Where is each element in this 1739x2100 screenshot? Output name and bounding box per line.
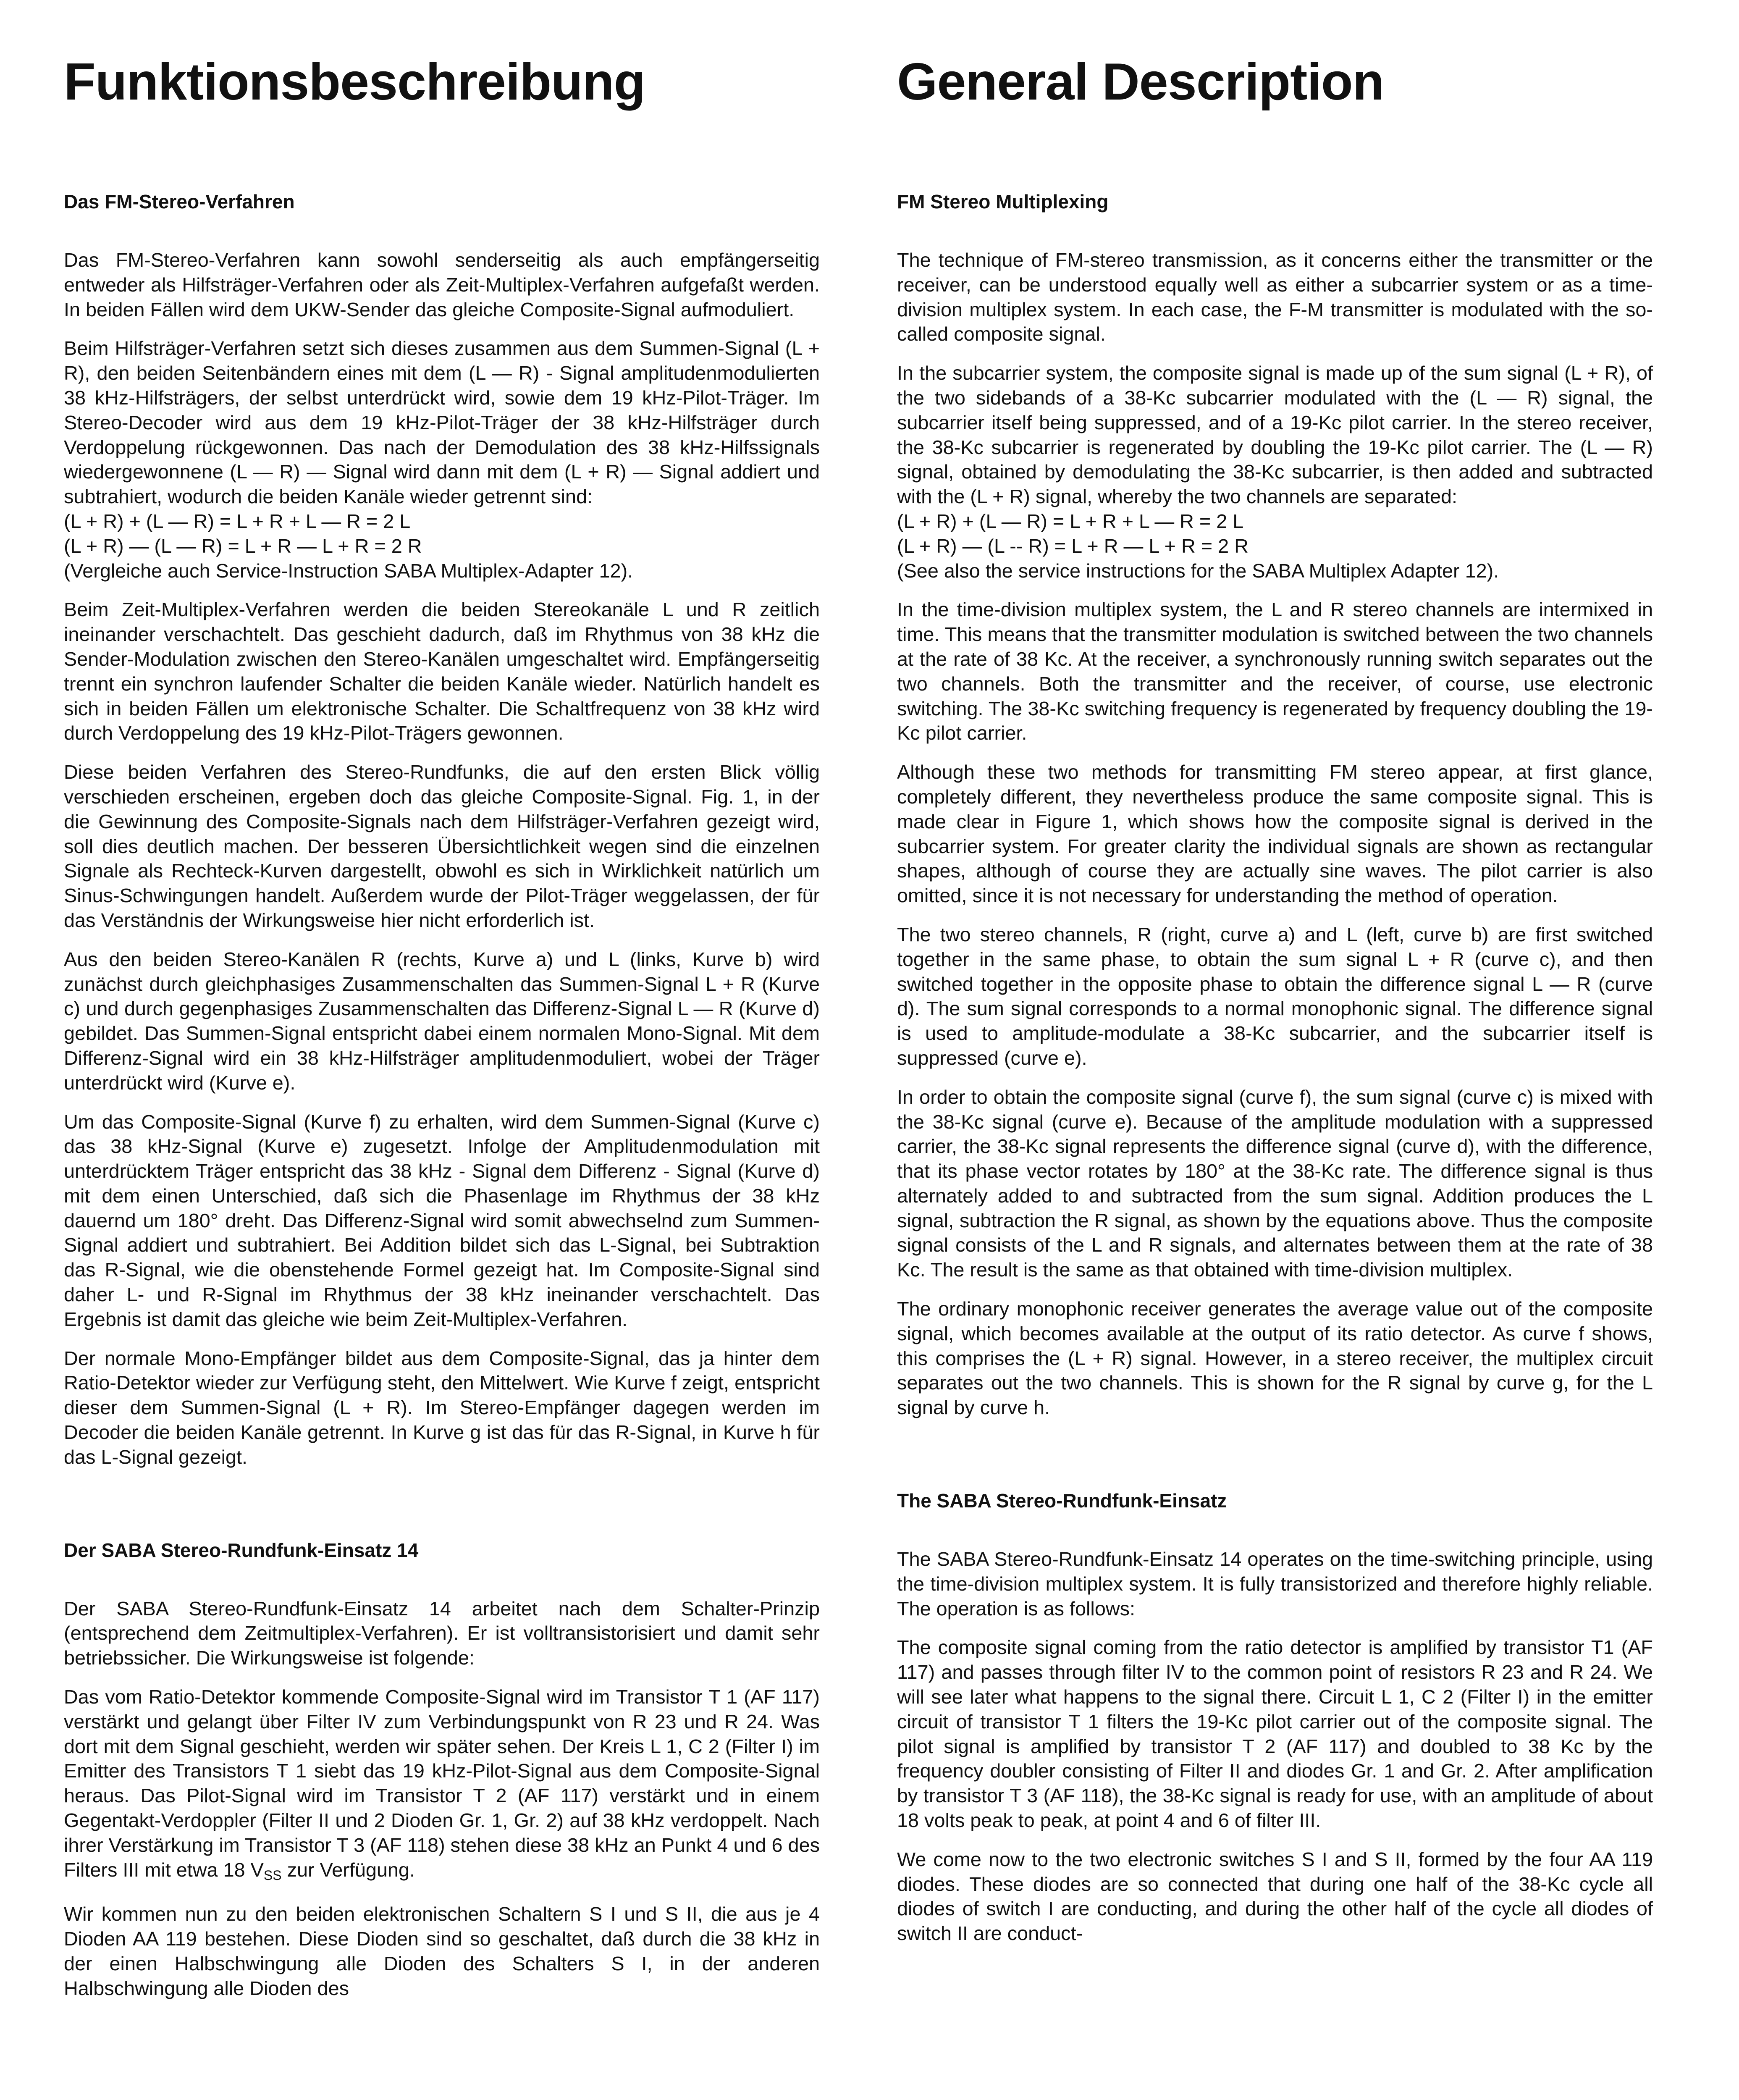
english-section-fm-stereo [897,189,1653,1420]
german-paragraph: Beim Hilfsträger-Verfahren setzt sich dieses zusammen aus dem Summen-Signal (L + R), den beiden Seitenbändern eines mit dem (L — R) - Signal amplitudenmodulierten 38 kHz-Hilfsträgers, der selbst unterdrückt wird, sowie dem 19 kHz-Pilot-Träger. Im Stereo-Decoder wird aus dem 19 kHz-Pilot-Träger der 38 kHz-Hilfsträger durch Verdoppelung rückgewonnen. Das nach der Demodulation des 38 kHz-Hilfssignals wiedergewonnene (L — R) — Signal wird dann mit dem (L + R) — Signal addiert und subtrahiert, wodurch die beiden Kanäle wieder getrennt sind: [64,337,820,508]
english-paragraph: The ordinary monophonic receiver generates the average value out of the composite signal, which becomes available at the output of its ratio detector. As curve f shows, this comprises the (L + R) signal. However, in a stereo receiver, the multiplex circuit separates out the two channels. This is shown for the R signal by curve g, for the L signal by curve h. [897,1298,1653,1419]
english-paragraph: The technique of FM-stereo transmission, as it concerns either the transmitter or the receiver, can be understood equally well as either a subcarrier system or as a time-division multiplex system. In each case, the F-M transmitter is modulated with the so-called composite signal. [897,249,1653,345]
english-column [897,50,1653,1960]
german-paragraph: Aus den beiden Stereo-Kanälen R (rechts, Kurve a) und L (links, Kurve b) wird zunächst durch gleichphasiges Zusammenschalten das Summen-Signal L + R (Kurve c) und durch gegenphasiges Zusammenschalten das Differenz-Signal L — R (Kurve d) gebildet. Das Summen-Signal entspricht dabei einem normalen Mono-Signal. Mit dem Differenz-Signal wird ein 38 kHz-Hilfsträger amplitudenmoduliert, wobei der Träger unterdrückt wird (Kurve e). [64,948,820,1094]
german-paragraph: Diese beiden Verfahren des Stereo-Rundfunks, die auf den ersten Blick völlig verschieden erscheinen, ergeben doch das gleiche Composite-Signal. Fig. 1, in der die Gewinnung des Composite-Signals nach dem Hilfsträger-Verfahren gezeigt wird, soll dies deutlich machen. Der besseren Übersichtlichkeit wegen sind die einzelnen Signale als Rechteck-Kurven dargestellt, obwohl es sich in Wirklichkeit natürlich um Sinus-Schwingungen handelt. Außerdem wurde der Pilot-Träger weggelassen, der für das Verständnis der Wirkungsweise hier nicht erforderlich ist. [64,761,820,931]
german-voltage-text-end: zur Verfügung. [281,1858,415,1881]
english-paragraph: The two stereo channels, R (right, curve a) and L (left, curve b) are first switched together in the same phase, to obtain the sum signal L + R (curve c), and then switched together in the opposite phase to obtain the difference signal L — R (curve d). The sum signal corresponds to a normal monophonic signal. The difference signal is used to amplitude-modulate a 38-Kc subcarrier, and the subcarrier itself is suppressed (curve e). [897,923,1653,1069]
german-section-saba [64,1538,820,2001]
english-section-saba [897,1488,1653,1946]
german-voltage-text: Das vom Ratio-Detektor kommende Composite-Signal wird im Transistor T 1 (AF 117) verstärkt und gelangt über Filter IV zum Verbindungspunkt von R 23 und R 24. Was dort mit dem Signal geschieht, werden wir später sehen. Der Kreis L 1, C 2 (Filter I) im Emitter des Transistors T 1 siebt das 19 kHz-Pilot-Signal aus dem Composite-Signal heraus. Das Pilot-Signal wird im Transistor T 2 (AF 117) verstärkt und in einem Gegentakt-Verdoppler (Filter II und 2 Dioden Gr. 1, Gr. 2) auf 38 kHz verdoppelt. Nach ihrer Verstärkung im Transistor T 3 (AF 118) stehen diese 38 kHz an Punkt 4 und 6 des Filters III mit etwa 18 V [64,1686,820,1881]
english-equation-left: (L + R) + (L — R) = L + R + L — R = 2 L [897,510,1244,532]
english-equation-reference: (See also the service instructions for the SABA Multiplex Adapter 12). [897,559,1499,582]
german-equation-reference: (Vergleiche auch Service-Instruction SABA Multiplex-Adapter 12). [64,559,633,582]
german-paragraph: Der normale Mono-Empfänger bildet aus dem Composite-Signal, das ja hinter dem Ratio-Detektor wieder zur Verfügung steht, den Mittelwert. Wie Kurve f zeigt, entspricht dieser dem Summen-Signal (L + R). Im Stereo-Empfänger dagegen werden im Decoder die beiden Kanäle getrennt. In Kurve g ist das für das R-Signal, in Kurve h für das L-Signal gezeigt. [64,1347,820,1468]
section-spacer [897,1434,1653,1488]
english-equation-right: (L + R) — (L -- R) = L + R — L + R = 2 R [897,535,1249,557]
english-paragraph: We come now to the two electronic switches S I and S II, formed by the four AA 119 diodes. These diodes are so connected that during one half of the 38-Kc cycle all diodes of switch I are conducting, and during the other half of the cycle all diodes of switch II are conduct- [897,1848,1653,1945]
german-paragraph: Beim Zeit-Multiplex-Verfahren werden die beiden Stereokanäle L und R zeitlich ineinander verschachtelt. Das geschieht dadurch, daß im Rhythmus von 38 kHz die Sender-Modulation zwischen den Stereo-Kanälen umgeschaltet wird. Empfängerseitig trennt ein synchron laufender Schalter die beiden Kanäle wieder. Natürlich handelt es sich in beiden Fällen um elektronische Schalter. Die Schaltfrequenz von 38 kHz wird durch Verdoppelung des 19 kHz-Pilot-Trägers gewonnen. [64,598,820,744]
german-section-fm-stereo [64,189,820,1470]
english-paragraph: The composite signal coming from the ratio detector is amplified by transistor T1 (AF 117) and passes through filter IV to the common point of resistors R 23 and R 24. We will see later what happens to the signal there. Circuit L 1, C 2 (Filter I) in the emitter circuit of transistor T 1 filters the 19-Kc pilot carrier out of the composite signal. The pilot signal is amplified by transistor T 2 (AF 117) and doubled to 38 Kc by the frequency doubler consisting of Filter II and diodes Gr. 1 and Gr. 2. After amplification by transistor T 3 (AF 118), the 38-Kc signal is ready for use, with an amplitude of about 18 volts peak to peak, at point 4 and 6 of filter III. [897,1636,1653,1832]
german-paragraph: Der SABA Stereo-Rundfunk-Einsatz 14 arbeitet nach dem Schalter-Prinzip (entsprechend dem Zeitmultiplex-Verfahren). Er ist volltransistorisiert und damit sehr betriebssicher. Die Wirkungsweise ist folgende: [64,1597,820,1669]
german-paragraph: Wir kommen nun zu den beiden elektronischen Schaltern S I und S II, die aus je 4 Dioden AA 119 bestehen. Diese Dioden sind so geschaltet, daß durch die 38 kHz in der einen Halbschwingung alle Dioden des Schalters S I, in der anderen Halbschwingung alle Dioden des [64,1903,820,1999]
english-paragraph: The SABA Stereo-Rundfunk-Einsatz 14 operates on the time-switching principle, using the time-division multiplex system. It is fully transistorized and therefore highly reliable. The operation is as follows: [897,1548,1653,1620]
german-paragraph: Das FM-Stereo-Verfahren kann sowohl senderseitig als auch empfängerseitig entweder als Hilfsträger-Verfahren oder als Zeit-Multiplex-Verfahren aufgefaßt werden. In beiden Fällen wird dem UKW-Sender das gleiche Composite-Signal aufmoduliert. [64,249,820,320]
english-heading-saba: The SABA Stereo-Rundfunk-Einsatz [897,1490,1227,1512]
english-paragraph: In the subcarrier system, the composite signal is made up of the sum signal (L + R), of the two sidebands of a 38-Kc subcarrier modulated with the (L — R) signal, the subcarrier itself being suppressed, and of a 19-Kc pilot carrier. In the stereo receiver, the 38-Kc subcarrier is regenerated by doubling the 19-Kc pilot carrier. The (L — R) signal, obtained by demodulating the 38-Kc subcarrier, is then added and subtracted with the (L + R) signal, whereby the two channels are separated: [897,362,1653,508]
english-paragraph: Although these two methods for transmitting FM stereo appear, at first glance, completely different, they nevertheless produce the same composite signal. This is made clear in Figure 1, which shows how the composite signal is derived in the subcarrier system. For greater clarity the individual signals are shown as rectangular shapes, although of course they are actually sine waves. The pilot carrier is also omitted, since it is not necessary for understanding the method of operation. [897,761,1653,907]
german-heading-fm-stereo: Das FM-Stereo-Verfahren [64,191,295,213]
english-heading-fm-stereo: FM Stereo Multiplexing [897,191,1109,213]
german-equation-left: (L + R) + (L — R) = L + R + L — R = 2 L [64,510,411,532]
german-paragraph: Um das Composite-Signal (Kurve f) zu erhalten, wird dem Summen-Signal (Kurve c) das 38 kHz-Signal (Kurve e) zugesetzt. Infolge der Amplitudenmodulation mit unterdrücktem Träger entspricht das 38 kHz - Signal dem Differenz - Signal (Kurve d) mit dem einen Unterschied, daß sich die Phasenlage im Rhythmus der 38 kHz dauernd um 180° dreht. Das Differenz-Signal wird somit abwechselnd zum Summen-Signal addiert und subtrahiert. Bei Addition bildet sich das L-Signal, bei Subtraktion das R-Signal, wie die obenstehende Formel gezeigt hat. Im Composite-Signal sind daher L- und R-Signal im Rhythmus der 38 kHz ineinander verschachtelt. Das Ergebnis ist damit das gleiche wie beim Zeit-Multiplex-Verfahren. [64,1110,820,1330]
german-title: Funktionsbeschreibung [64,53,645,111]
german-paragraph-voltage [64,1685,820,1887]
section-spacer [64,1484,820,1538]
german-column [64,50,820,2015]
german-heading-saba: Der SABA Stereo-Rundfunk-Einsatz 14 [64,1539,419,1561]
english-paragraph: In the time-division multiplex system, the L and R stereo channels are intermixed in time. This means that the transmitter modulation is switched between the two channels at the rate of 38 Kc. At the receiver, a synchronously running switch separates out the two channels. Both the transmitter and the receiver, of course, use electronic switching. The 38-Kc switching frequency is regenerated by frequency doubling the 19-Kc pilot carrier. [897,598,1653,744]
english-paragraph: In order to obtain the composite signal (curve f), the sum signal (curve c) is mixed with the 38-Kc signal (curve e). Because of the amplitude modulation with a suppressed carrier, the 38-Kc signal represents the difference signal (curve d), with the difference, that its phase vector rotates by 180° at the 38-Kc rate. The difference signal is thus alternately added to and subtracted from the sum signal. Addition produces the L signal, subtraction the R signal, as shown by the equations above. Thus the composite signal consists of the L and R signals, and alternates between them at the rate of 38 Kc. The result is the same as that obtained with time-division multiplex. [897,1086,1653,1281]
german-equation-right: (L + R) — (L — R) = L + R — L + R = 2 R [64,535,422,557]
voltage-subscript: SS [263,1867,282,1883]
english-title: General Description [897,53,1384,111]
